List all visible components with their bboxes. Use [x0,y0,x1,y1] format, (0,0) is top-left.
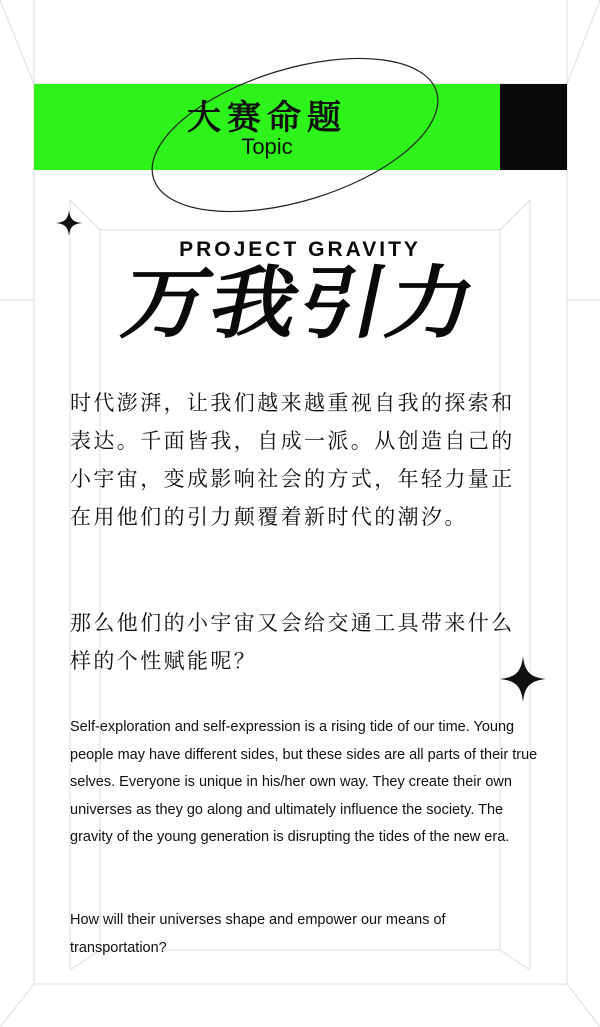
banner-title-cn: 大赛命题 [187,98,347,138]
project-name-cn: 万我引力 [114,258,486,350]
sparkle-icon [500,656,546,702]
body-cn-paragraph-2: 那么他们的小宇宙又会给交通工具带来什么样的个性赋能呢？ [70,611,515,673]
body-cn-paragraph-1: 时代澎湃，让我们越来越重视自我的探索和表达。千面皆我，自成一派。从创造自己的小宇宙，变成影响社会的方式，年轻力量正在用他们的引力颠覆着新时代的潮汐。 [70,391,515,529]
project-name-en: PROJECT GRAVITY [179,238,421,261]
banner-title-en: Topic [241,134,293,159]
body-en-paragraph-1: Self-exploration and self-expression is a rising tide of our time. Young people may have different sides, but these sides are all parts of their true selves. Everyone is unique in his/her own way. They create their own universes as they go along and ultimately influence the society. The gravity of the young generation is disrupting the tides of the new era. [70,719,538,845]
orbit-ellipse [140,40,450,230]
sparkle-icon [56,210,82,236]
banner-black-block [500,84,567,170]
body-en-paragraph-2: How will their universes shape and empower our means of transportation? [70,912,446,956]
